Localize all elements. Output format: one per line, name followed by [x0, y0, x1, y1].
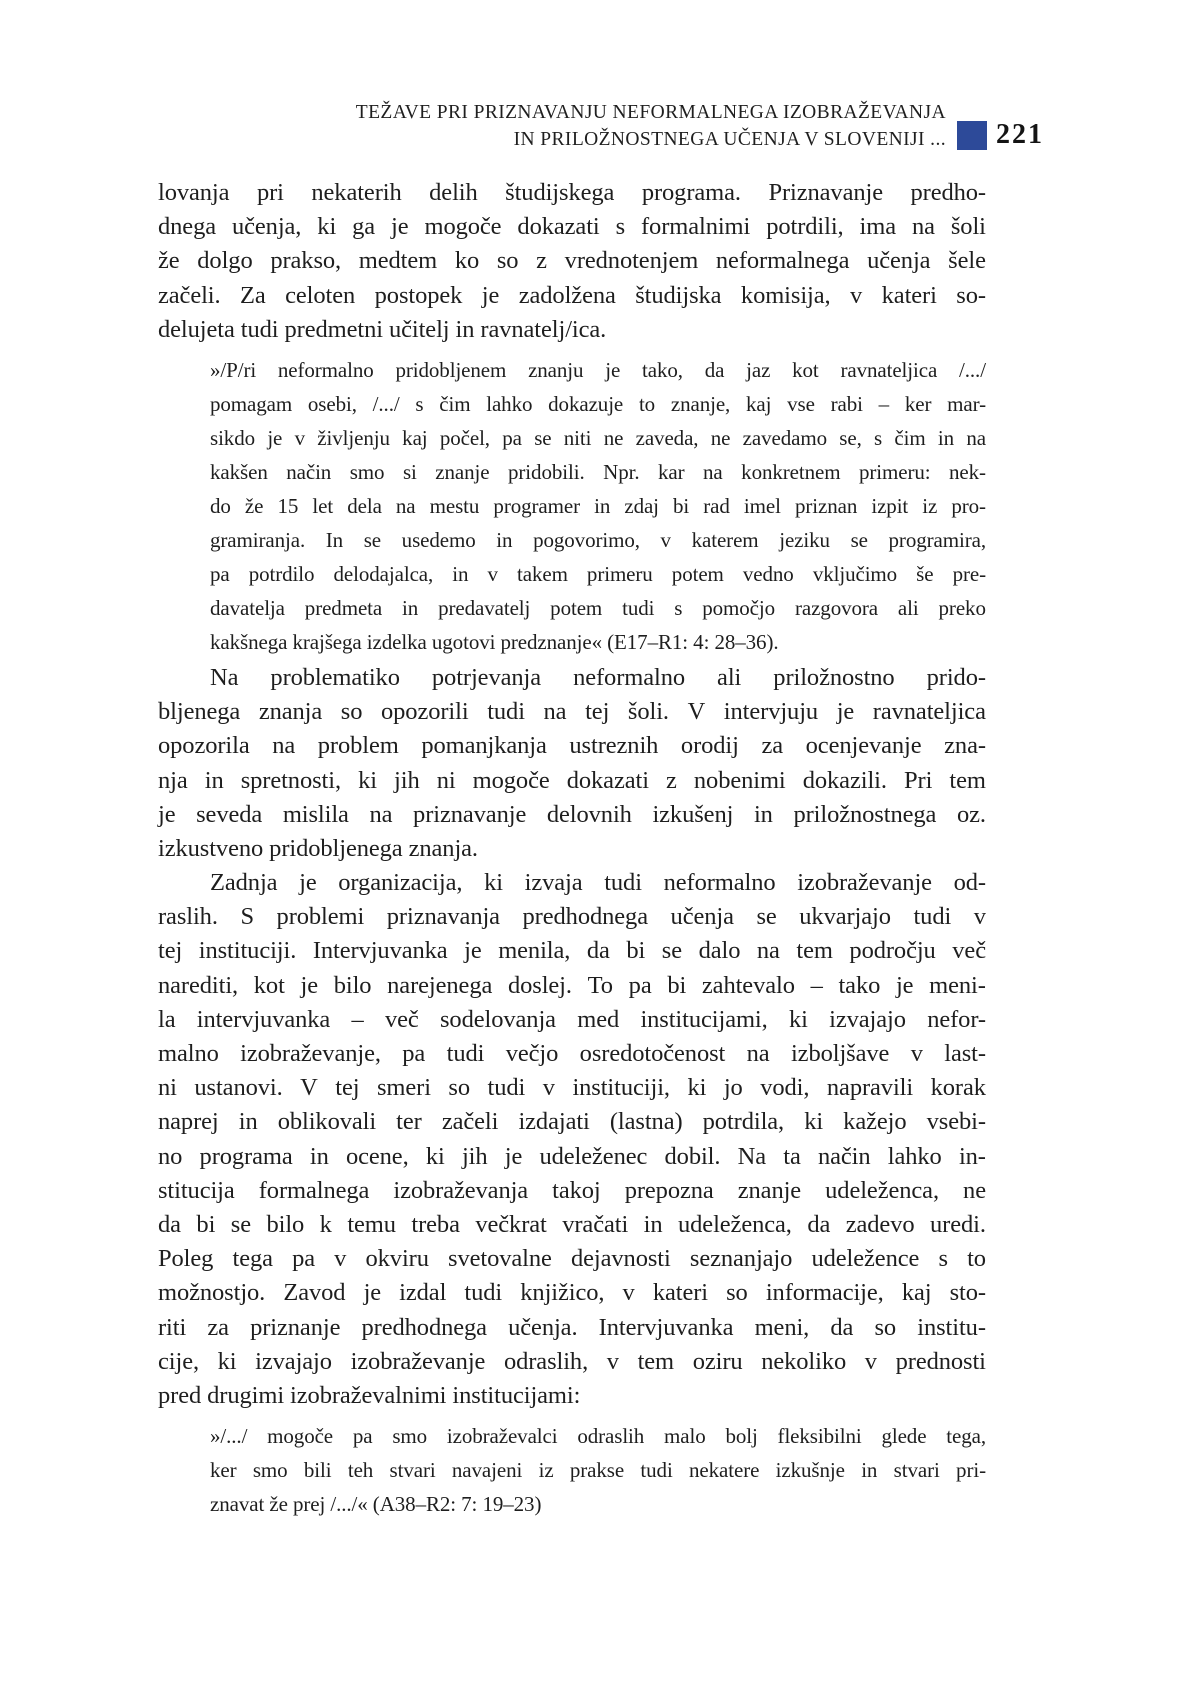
text-line: je seveda mislila na priznavanje delovnih izkušenj in priložnostnega oz. [158, 800, 986, 828]
text-line: izkustveno pridobljenega znanja. [158, 834, 478, 862]
text-line: la intervjuvanka – več sodelovanja med institucijami, ki izvajajo nefor- [158, 1005, 986, 1033]
text-line: dnega učenja, ki ga je mogoče dokazati s formalnimi potrdili, ima na šoli [158, 213, 986, 241]
text-line: lovanja pri nekaterih delih študijskega programa. Priznavanje predho- [158, 179, 986, 206]
text-line: narediti, kot je bilo narejenega doslej. To pa bi zahtevalo – tako je meni- [158, 971, 986, 999]
text-line: »/.../ mogoče pa smo izobraževalci odraslih malo bolj fleksibilni glede tega, [210, 1424, 986, 1449]
page-number-accent-square [957, 121, 987, 150]
text-line: pred drugimi izobraževalnimi institucijami: [158, 1381, 581, 1409]
body-paragraph [158, 176, 986, 347]
text-line: delujeta tudi predmetni učitelj in ravnatelj/ica. [158, 315, 607, 343]
text-line: da bi se bilo k temu treba večkrat vračati in udeleženca, da zadevo uredi. [158, 1210, 986, 1238]
text-line: stitucija formalnega izobraževanja takoj prepozna znanje udeleženca, ne [158, 1176, 986, 1204]
text-line: bljenega znanja so opozorili tudi na tej šoli. V intervjuju je ravnateljica [158, 698, 986, 726]
running-head-lines [356, 99, 946, 153]
text-line: do že 15 let dela na mestu programer in zdaj bi rad imel priznan izpit iz pro- [210, 493, 986, 518]
text-line: no programa in ocene, ki jih je udeleženec dobil. Na ta način lahko in- [158, 1142, 986, 1170]
text-line: tej instituciji. Intervjuvanka je menila, da bi se dalo na tem področju več [158, 937, 986, 965]
running-head-line1: TEŽAVE PRI PRIZNAVANJU NEFORMALNEGA IZOBRAŽEVANJA [355, 102, 946, 123]
text-line: Poleg tega pa v okviru svetovalne dejavnosti seznanjajo udeležence s to [158, 1245, 986, 1273]
block-quote [210, 353, 986, 659]
text-line: znavat že prej /.../« (A38–R2: 7: 19–23) [210, 1492, 542, 1517]
body-paragraph [158, 866, 986, 1413]
text-line: opozorila na problem pomanjkanja ustreznih orodij za ocenjevanje zna- [158, 732, 986, 760]
text-line: začeli. Za celoten postopek je zadolžena študijska komisija, v kateri so- [158, 281, 986, 309]
text-line: kakšen način smo si znanje pridobili. Npr. kar na konkretnem primeru: nek- [210, 459, 986, 484]
text-line: kakšnega krajšega izdelka ugotovi predznanje« (E17–R1: 4: 28–36). [210, 629, 779, 654]
page-body [158, 176, 986, 1523]
body-paragraph [158, 661, 986, 866]
text-line: pomagam osebi, /.../ s čim lahko dokazuje to znanje, kaj vse rabi – ker mar- [210, 391, 986, 416]
text-line: cije, ki izvajajo izobraževanje odraslih, v tem oziru nekoliko v prednosti [158, 1347, 986, 1375]
text-line: pa potrdilo delodajalca, in v takem primeru potem vedno vključimo še pre- [210, 561, 986, 586]
text-line: ni ustanovi. V tej smeri so tudi v instituciji, ki jo vodi, napravili korak [158, 1074, 986, 1102]
text-line: gramiranja. In se usedemo in pogovorimo, v katerem jeziku se programira, [210, 527, 986, 552]
text-line: raslih. S problemi priznavanja predhodnega učenja se ukvarjajo tudi v [158, 903, 986, 931]
text-line: riti za priznanje predhodnega učenja. Intervjuvanka meni, da so institu- [158, 1313, 986, 1341]
text-line: malno izobraževanje, pa tudi večjo osredotočenost na izboljšave v last- [158, 1040, 986, 1067]
text-line: že dolgo prakso, medtem ko so z vrednotenjem neformalnega učenja šele [158, 247, 986, 275]
text-line: Na problematiko potrjevanja neformalno ali priložnostno prido- [210, 663, 986, 691]
text-line: »/P/ri neformalno pridobljenem znanju je tako, da jaz kot ravnateljica /.../ [210, 357, 986, 382]
text-line: ker smo bili teh stvari navajeni iz prakse tudi nekatere izkušnje in stvari pri- [210, 1458, 986, 1483]
text-line: Zadnja je organizacija, ki izvaja tudi neformalno izobraževanje od- [210, 869, 986, 897]
text-line: naprej in oblikovali ter začeli izdajati (lastna) potrdila, ki kažejo vsebi- [158, 1108, 986, 1136]
page-number: 221 [996, 119, 1044, 150]
text-line: možnostjo. Zavod je izdal tudi knjižico, v kateri so informacije, kaj sto- [158, 1279, 986, 1307]
text-line: davatelja predmeta in predavatelj potem tudi s pomočjo razgovora ali preko [210, 595, 986, 620]
running-head-line2: IN PRILOŽNOSTNEGA UČENJA V SLOVENIJI ... [513, 129, 946, 150]
text-line: sikdo je v življenju kaj počel, pa se niti ne zaveda, ne zavedamo se, s čim in na [210, 425, 986, 450]
text-line: nja in spretnosti, ki jih ni mogoče dokazati z nobenimi dokazili. Pri tem [158, 766, 986, 794]
block-quote [210, 1419, 986, 1521]
